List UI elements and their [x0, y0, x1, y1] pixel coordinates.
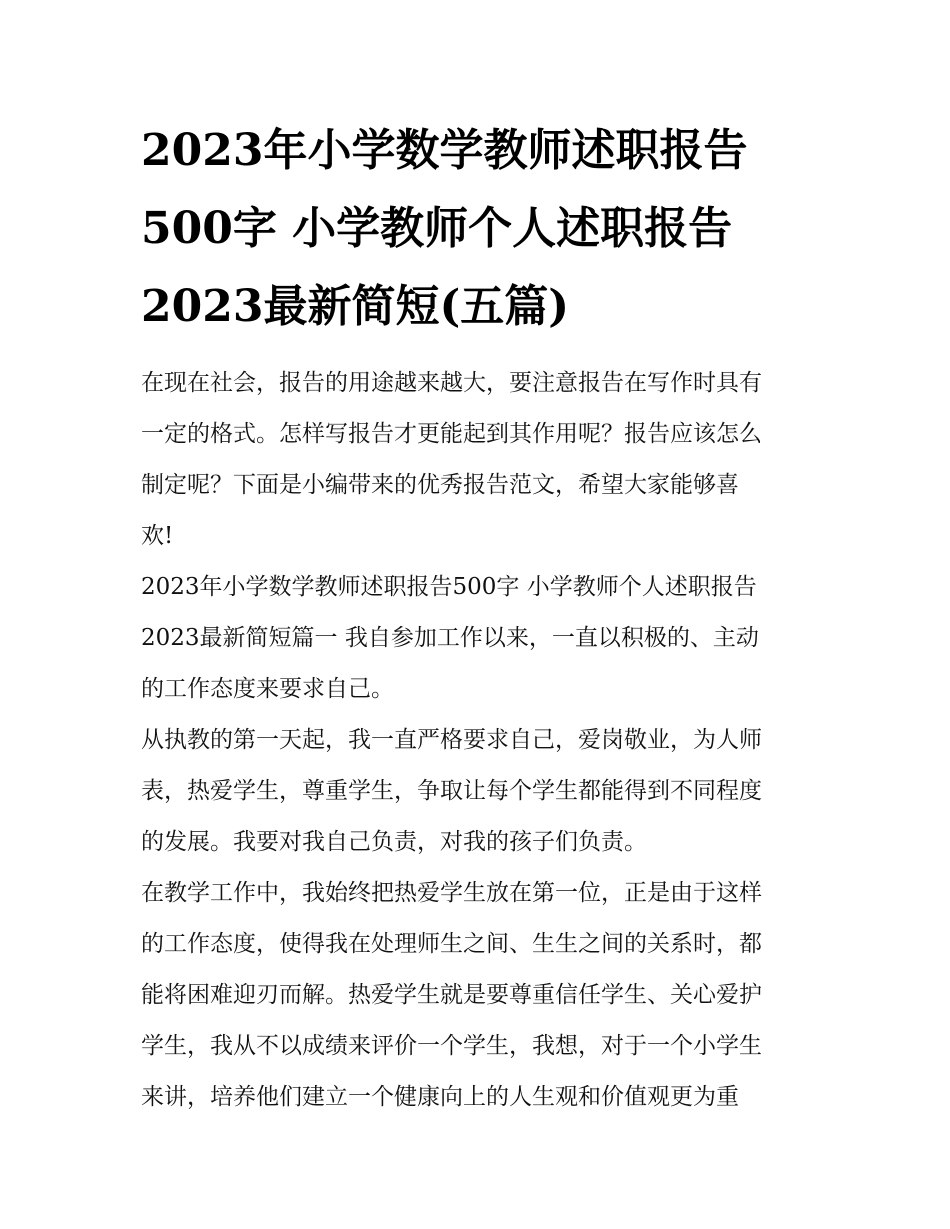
title-line: 500字 小学教师个人述职报告: [141, 203, 733, 254]
text-line: 从执教的第一天起，我一直严格要求自己，爱岗敬业，为人师: [141, 727, 762, 753]
title-line: 2023最新简短(五篇): [141, 281, 570, 332]
text-line: 欢!: [141, 523, 174, 549]
text-line: 2023最新简短篇一 我自参加工作以来，一直以积极的、主动: [141, 625, 759, 651]
title-line: 2023年小学数学教师述职报告: [141, 125, 748, 176]
text-line: 一定的格式。怎样写报告才更能起到其作用呢？报告应该怎么: [141, 421, 762, 447]
text-line: 学生，我从不以成绩来评价一个学生，我想，对于一个小学生: [141, 1033, 762, 1059]
document-title: [141, 112, 813, 346]
section-heading-paragraph: [141, 562, 813, 715]
text-line: 的工作态度，使得我在处理师生之间、生生之间的关系时，都: [141, 931, 762, 957]
text-line: 表，热爱学生，尊重学生，争取让每个学生都能得到不同程度: [141, 778, 762, 804]
document-content: [141, 112, 813, 1123]
text-line: 制定呢？下面是小编带来的优秀报告范文，希望大家能够喜: [141, 472, 739, 498]
intro-paragraph: [141, 358, 813, 562]
text-line: 2023年小学数学教师述职报告500字 小学教师个人述职报告: [141, 574, 757, 600]
body-paragraph: [141, 868, 813, 1123]
text-line: 在教学工作中，我始终把热爱学生放在第一位，正是由于这样: [141, 880, 762, 906]
text-line: 在现在社会，报告的用途越来越大，要注意报告在写作时具有: [141, 370, 762, 396]
document-body: [141, 358, 813, 1123]
text-line: 的发展。我要对我自己负责，对我的孩子们负责。: [141, 829, 647, 855]
text-line: 能将困难迎刃而解。热爱学生就是要尊重信任学生、关心爱护: [141, 982, 762, 1008]
text-line: 来讲，培养他们建立一个健康向上的人生观和价值观更为重: [141, 1084, 739, 1110]
body-paragraph: [141, 715, 813, 868]
text-line: 的工作态度来要求自己。: [141, 676, 394, 702]
